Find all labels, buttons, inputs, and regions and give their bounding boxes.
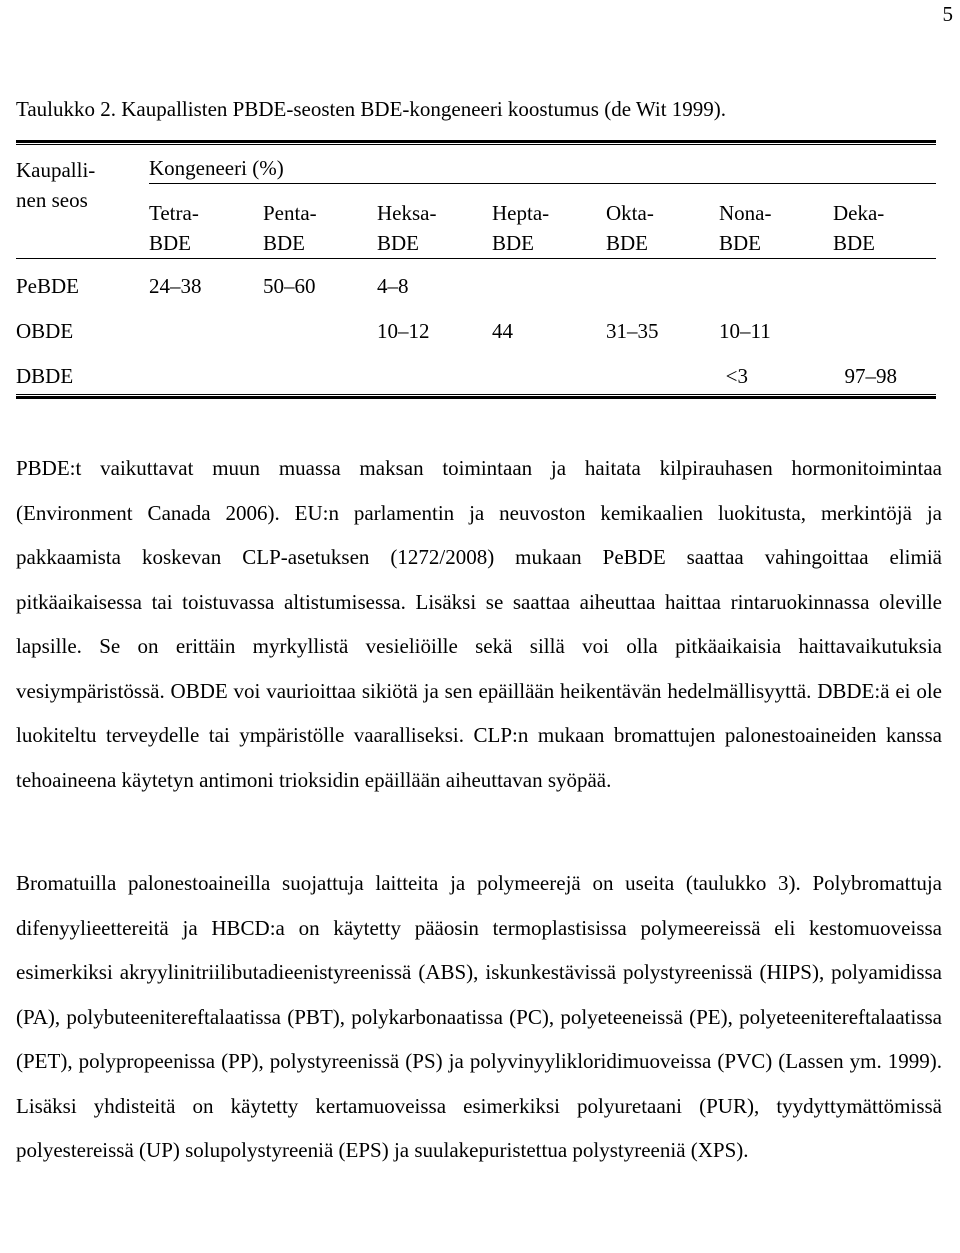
group-header: Kongeneeri (%) xyxy=(149,156,284,180)
row-dbde-name: DBDE xyxy=(16,364,74,388)
col-hepta-line-2: BDE xyxy=(492,231,534,255)
col-okta-line-2: BDE xyxy=(606,231,648,255)
table-caption: Taulukko 2. Kaupallisten PBDE-seosten BDE-kongeneeri koostumus (de Wit 1999). xyxy=(16,97,727,121)
table-top-rule-thin xyxy=(16,144,936,145)
col-nona-line-1: Nona- xyxy=(719,201,772,225)
col-penta-line-2: BDE xyxy=(263,231,305,255)
col-deka-line-2: BDE xyxy=(833,231,875,255)
group-header-rule xyxy=(149,183,936,184)
col-tetra-line-2: BDE xyxy=(149,231,191,255)
stub-header-line-1: Kaupalli- xyxy=(16,158,96,182)
col-hepta-line-1: Hepta- xyxy=(492,201,550,225)
row-obde-name: OBDE xyxy=(16,319,74,343)
congener-table xyxy=(16,140,936,399)
row-dbde-nona: <3 xyxy=(725,364,748,388)
table-bottom-rule-thin xyxy=(16,394,936,395)
col-tetra-line-1: Tetra- xyxy=(149,201,199,225)
col-deka-line-1: Deka- xyxy=(833,201,885,225)
row-obde-hepta: 44 xyxy=(492,319,513,343)
row-pebde-name: PeBDE xyxy=(16,274,79,298)
row-pebde-heksa: 4–8 xyxy=(377,274,409,298)
col-heksa-line-2: BDE xyxy=(377,231,419,255)
row-obde-okta: 31–35 xyxy=(606,319,659,343)
table-top-rule xyxy=(16,140,936,143)
col-heksa-line-1: Heksa- xyxy=(377,201,437,225)
paragraph-flame-retardant-uses: Bromatuilla palonestoaineilla suojattuja laitteita ja polymeerejä on useita (taulukko 3). Polybromattuja difenyylieettereitä ja HBCD:a on käytetty pääosin termoplastisissa polymeereissä eli kestomuoveissa esimerkiksi akryylinitriilibutadieenistyreenissä (ABS), iskunkestävissä polystyreenissä (HIPS), polyamidissa (PA), polybuteenitereftalaatissa (PBT), polykarbonaatissa (PC), polyeteeneissä (PE), polyeteenitereftalaatissa (PET), polypropeenissa (PP), polystyreenissä (PS) ja polyvinyylikloridimuoveissa (PVC) (Lassen ym. 1999). Lisäksi yhdisteitä on käytetty kertamuoveissa esimerkiksi polyuretaani (PUR), tyydyttymättömissä polyestereissä (UP) solupolystyreeniä (EPS) ja suulakepuristettua polystyreeniä (XPS). xyxy=(16,871,942,1162)
table-header-rule xyxy=(16,258,936,259)
row-dbde-deka: 97–98 xyxy=(844,364,897,388)
row-obde-heksa: 10–12 xyxy=(377,319,430,343)
page-number: 5 xyxy=(942,2,953,26)
col-nona-line-2: BDE xyxy=(719,231,761,255)
table-bottom-rule xyxy=(16,396,936,399)
col-penta-line-1: Penta- xyxy=(263,201,317,225)
row-pebde-tetra: 24–38 xyxy=(149,274,202,298)
row-pebde-penta: 50–60 xyxy=(263,274,316,298)
paragraph-pbde-effects: PBDE:t vaikuttavat muun muassa maksan toimintaan ja haitata kilpirauhasen hormonitoimintaa (Environment Canada 2006). EU:n parlamentin ja neuvoston kemikaalien luokitusta, merkintöjä ja pakkaamista koskevan CLP-asetuksen (1272/2008) mukaan PeBDE saattaa vahingoittaa elimiä pitkäaikaisessa tai toistuvassa altistumisessa. Lisäksi se saattaa aiheuttaa haittaa rintaruokinnassa oleville lapsille. Se on erittäin myrkyllistä vesieliöille sekä sillä voi olla pitkäaikaisia haittavaikutuksia vesiympäristössä. OBDE voi vaurioittaa sikiötä ja sen epäillään heikentävän hedelmällisyyttä. DBDE:ä ei ole luokiteltu terveydelle tai ympäristölle vaaralliseksi. CLP:n mukaan bromattujen palonestoaineiden kanssa tehoaineena käytetyn antimoni trioksidin epäillään aiheuttavan syöpää. xyxy=(16,456,942,792)
col-okta-line-1: Okta- xyxy=(606,201,654,225)
stub-header-line-2: nen seos xyxy=(16,188,88,212)
row-obde-nona: 10–11 xyxy=(719,319,771,343)
